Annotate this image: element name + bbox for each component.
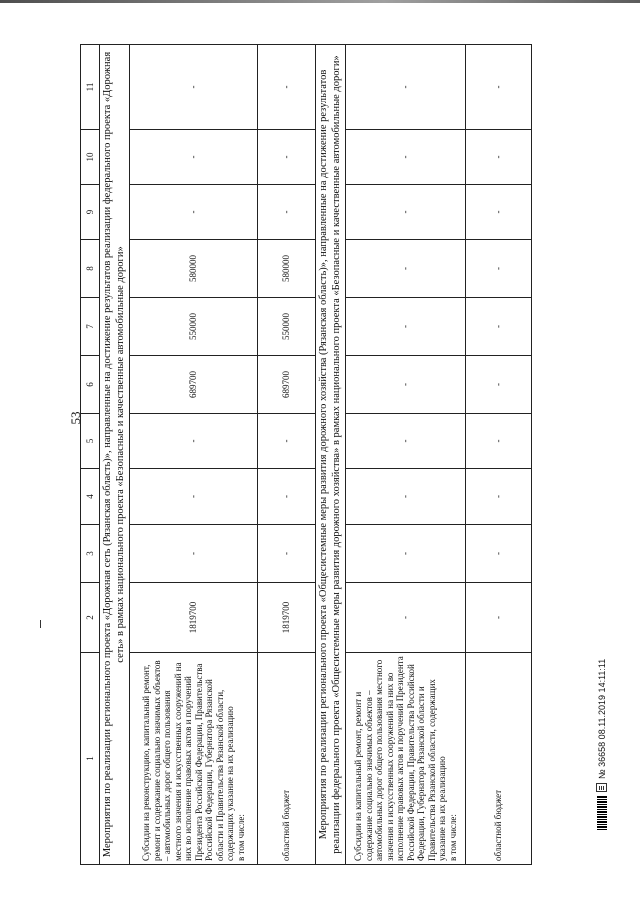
table-row bbox=[258, 45, 316, 865]
budget-table bbox=[80, 44, 532, 865]
table-cell: - bbox=[466, 45, 532, 130]
table-cell: - bbox=[346, 525, 466, 583]
table-cell: - bbox=[346, 356, 466, 414]
document-icon bbox=[596, 783, 607, 792]
table-cell: - bbox=[346, 185, 466, 240]
row-subtotal-label: в том числе: bbox=[447, 814, 458, 861]
table-cell: - bbox=[346, 130, 466, 185]
column-number: 8 bbox=[81, 240, 100, 298]
table-cell: - bbox=[258, 525, 316, 583]
row-description-text: Субсидии на капитальный ремонт, ремонт и содержание социально значимых объектов – автомобильных дорог общего пользования местного значения и искусственных сооружений на них во исполнение правовых актов и поручений Президента Российской Федерации, Правительства Российской Федерации, Губернатора Рязанской области и Правительства Рязанской области, содержащих указание на их реализацию bbox=[353, 656, 447, 861]
table-cell: - bbox=[130, 469, 258, 525]
row-description-text: Субсидии на реконструкцию, капитальный ремонт, ремонт и содержание социально значимых объектов – автомобильных дорог общего пользования местного значения и искусственных сооружений на них во исполнение правовых актов и поручений Президента Российской Федерации, Правительства Российской Федерации, Губернатора Рязанской области и Правительства Рязанской области, содержащих указание на их реализацию bbox=[141, 660, 235, 861]
table-cell: - bbox=[466, 583, 532, 653]
table-cell: 550000 bbox=[130, 298, 258, 356]
table-cell: - bbox=[258, 130, 316, 185]
table-cell: - bbox=[466, 356, 532, 414]
table-row bbox=[466, 45, 532, 865]
table-cell: 689700 bbox=[258, 356, 316, 414]
rotated-page-content bbox=[80, 45, 590, 865]
column-number-row bbox=[81, 45, 100, 865]
table-cell: - bbox=[130, 130, 258, 185]
table-cell: - bbox=[346, 240, 466, 298]
column-number: 9 bbox=[81, 185, 100, 240]
table-row bbox=[130, 45, 258, 865]
table-cell: - bbox=[466, 469, 532, 525]
table-cell: 580000 bbox=[258, 240, 316, 298]
table-cell: - bbox=[466, 414, 532, 469]
table-cell: - bbox=[258, 185, 316, 240]
table-cell: - bbox=[466, 130, 532, 185]
table-cell: - bbox=[466, 298, 532, 356]
section-title: Мероприятия по реализации регионального проекта «Дорожная сеть (Рязанская область)», направленные на достижение результатов реализации федерального проекта «Дорожная сеть» в рамках национального проекта «Безопасные и качественные автомобильные дороги» bbox=[100, 45, 130, 865]
table-cell: 1819700 bbox=[258, 583, 316, 653]
column-number: 1 bbox=[81, 653, 100, 865]
table-cell: - bbox=[258, 469, 316, 525]
scan-edge bbox=[0, 0, 640, 3]
table-cell: - bbox=[130, 525, 258, 583]
table-cell: - bbox=[466, 525, 532, 583]
table-cell: - bbox=[130, 414, 258, 469]
column-number: 2 bbox=[81, 583, 100, 653]
column-number: 4 bbox=[81, 469, 100, 525]
table-cell: 580000 bbox=[130, 240, 258, 298]
table-cell: - bbox=[346, 583, 466, 653]
row-description: областной бюджет bbox=[258, 653, 316, 865]
table-cell: 550000 bbox=[258, 298, 316, 356]
column-number: 6 bbox=[81, 356, 100, 414]
row-subtotal-label: в том числе: bbox=[235, 814, 246, 861]
table-cell: 689700 bbox=[130, 356, 258, 414]
column-number: 11 bbox=[81, 45, 100, 130]
row-description bbox=[130, 653, 258, 865]
column-number: 7 bbox=[81, 298, 100, 356]
registration-stamp: № 36658 08.11.2019 14:11:11 bbox=[596, 658, 607, 779]
table-cell: - bbox=[346, 469, 466, 525]
row-description bbox=[346, 653, 466, 865]
section-header-row bbox=[316, 45, 346, 865]
column-number: 10 bbox=[81, 130, 100, 185]
table-cell: - bbox=[346, 414, 466, 469]
table-cell: - bbox=[258, 414, 316, 469]
table-cell: - bbox=[130, 185, 258, 240]
column-number: 5 bbox=[81, 414, 100, 469]
table-cell: - bbox=[466, 185, 532, 240]
table-row bbox=[346, 45, 466, 865]
table-cell: - bbox=[130, 45, 258, 130]
table-cell: - bbox=[346, 45, 466, 130]
table-cell: - bbox=[466, 240, 532, 298]
scan-mark bbox=[40, 620, 41, 628]
page-number: 53 bbox=[68, 411, 83, 425]
section-title: Мероприятия по реализации регионального проекта «Общесистемные меры развития дорожного хозяйства (Рязанская область)», направленные на достижение результатов реализации федерального проекта «Общесистемные меры развития дорожного хозяйства» в рамках национального проекта «Безопасные и качественные автомобильные дороги» bbox=[316, 45, 346, 865]
table-cell: - bbox=[346, 298, 466, 356]
section-header-row bbox=[100, 45, 130, 865]
table-cell: 1819700 bbox=[130, 583, 258, 653]
column-number: 3 bbox=[81, 525, 100, 583]
barcode-icon bbox=[597, 796, 607, 830]
footer-line bbox=[596, 659, 607, 830]
table-cell: - bbox=[258, 45, 316, 130]
row-description: областной бюджет bbox=[466, 653, 532, 865]
